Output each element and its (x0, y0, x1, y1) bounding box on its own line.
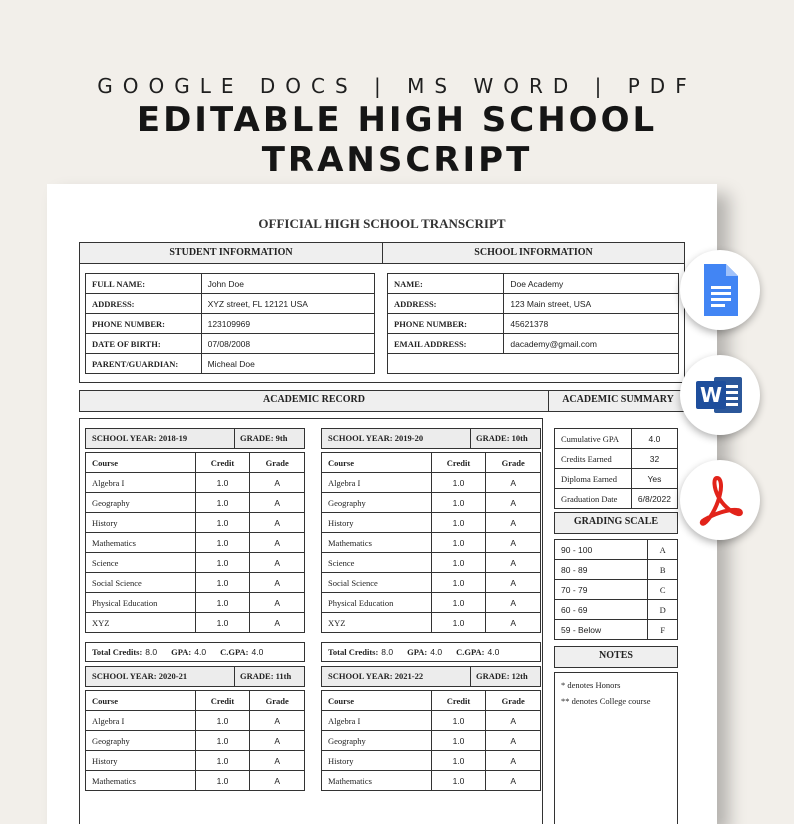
school-empty-row (388, 354, 679, 374)
col-credit-header: Credit (431, 691, 486, 711)
course-row (322, 613, 541, 633)
course-credit[interactable]: 1.0 (431, 731, 486, 751)
summary-row (555, 429, 678, 449)
grading-scale-table (554, 539, 678, 640)
col-course-header: Course (86, 691, 196, 711)
course-grade[interactable]: A (486, 573, 541, 593)
student-label: PHONE NUMBER: (86, 314, 202, 334)
summary-label: Diploma Earned (555, 469, 632, 489)
school-year-label: SCHOOL YEAR: 2019-20 (328, 433, 424, 443)
course-grade[interactable]: A (250, 573, 305, 593)
summary-row (555, 449, 678, 469)
course-row (322, 533, 541, 553)
course-row (86, 613, 305, 633)
summary-label: Graduation Date (555, 489, 632, 509)
course-credit[interactable]: 1.0 (431, 771, 486, 791)
course-name[interactable]: Geography (322, 731, 432, 751)
col-credit-header: Credit (431, 453, 486, 473)
course-name[interactable]: Geography (86, 493, 196, 513)
total-credits-label: Total Credits: (92, 647, 143, 657)
grading-scale-row (555, 540, 678, 560)
course-name[interactable]: Algebra I (86, 473, 196, 493)
summary-row (555, 489, 678, 509)
course-name[interactable]: Geography (86, 731, 196, 751)
gpa-label: GPA: (407, 647, 428, 657)
grading-scale-row (555, 560, 678, 580)
ms-word-icon (680, 355, 760, 435)
school-year-label: SCHOOL YEAR: 2018-19 (92, 433, 188, 443)
course-credit[interactable]: 1.0 (195, 493, 250, 513)
course-table (321, 452, 541, 633)
grading-scale-row (555, 580, 678, 600)
course-name[interactable]: Mathematics (86, 533, 196, 553)
school-year-header (321, 666, 541, 687)
student-row (86, 274, 375, 294)
grade-level-label: GRADE: 12th (476, 671, 528, 681)
course-grade[interactable]: A (250, 751, 305, 771)
summary-value[interactable]: Yes (631, 469, 677, 489)
course-credit[interactable]: 1.0 (195, 553, 250, 573)
course-credit[interactable]: 1.0 (195, 771, 250, 791)
school-row (388, 294, 679, 314)
grade-letter: B (648, 560, 678, 580)
col-credit-header: Credit (195, 453, 250, 473)
course-credit[interactable]: 1.0 (195, 573, 250, 593)
transcript-page (47, 184, 717, 824)
course-name[interactable]: Social Science (322, 573, 432, 593)
course-name[interactable]: Physical Education (86, 593, 196, 613)
course-row (86, 711, 305, 731)
school-value[interactable]: 45621378 (504, 314, 679, 334)
student-row (86, 354, 375, 374)
school-year-header (85, 428, 305, 449)
school-row (388, 274, 679, 294)
cgpa-value[interactable]: 4.0 (487, 647, 500, 657)
banner-subtitle: GOOGLE DOCS | MS WORD | PDF (97, 74, 697, 98)
student-value[interactable]: 07/08/2008 (201, 334, 374, 354)
course-name[interactable]: Social Science (86, 573, 196, 593)
academic-record-header: ACADEMIC RECORD (79, 390, 549, 412)
course-grade[interactable]: A (250, 473, 305, 493)
student-label: ADDRESS: (86, 294, 202, 314)
course-credit[interactable]: 1.0 (431, 593, 486, 613)
course-credit[interactable]: 1.0 (431, 513, 486, 533)
course-grade[interactable]: A (250, 593, 305, 613)
grading-scale-row (555, 620, 678, 640)
grade-level-label: GRADE: 10th (476, 433, 528, 443)
grade-range: 70 - 79 (555, 580, 648, 600)
notes-box (554, 672, 678, 824)
school-label: EMAIL ADDRESS: (388, 334, 504, 354)
course-grade[interactable]: A (486, 613, 541, 633)
academic-summary-header: ACADEMIC SUMMARY (548, 390, 688, 412)
header-divider (234, 428, 235, 449)
course-name[interactable]: Algebra I (86, 711, 196, 731)
total-credits-label: Total Credits: (328, 647, 379, 657)
course-credit[interactable]: 1.0 (195, 533, 250, 553)
course-name[interactable]: Algebra I (322, 473, 432, 493)
school-label: PHONE NUMBER: (388, 314, 504, 334)
cgpa-label: C.GPA: (220, 647, 249, 657)
student-value[interactable]: Micheal Doe (201, 354, 374, 374)
course-credit[interactable]: 1.0 (431, 493, 486, 513)
course-row (322, 771, 541, 791)
grade-range: 90 - 100 (555, 540, 648, 560)
course-grade[interactable]: A (486, 593, 541, 613)
course-credit[interactable]: 1.0 (195, 513, 250, 533)
pdf-icon (680, 460, 760, 540)
course-name[interactable]: Science (86, 553, 196, 573)
total-credits-value[interactable]: 8.0 (381, 647, 394, 657)
school-value[interactable]: 123 Main street, USA (504, 294, 679, 314)
grade-range: 60 - 69 (555, 600, 648, 620)
col-course-header: Course (86, 453, 196, 473)
col-grade-header: Grade (486, 453, 541, 473)
school-info-table (387, 273, 679, 374)
course-row (322, 473, 541, 493)
course-name[interactable]: Physical Education (322, 593, 432, 613)
course-table (85, 452, 305, 633)
course-row (86, 751, 305, 771)
course-grade[interactable]: A (250, 771, 305, 791)
col-credit-header: Credit (195, 691, 250, 711)
course-row (86, 771, 305, 791)
course-row (86, 593, 305, 613)
col-grade-header: Grade (250, 453, 305, 473)
course-grade[interactable]: A (250, 553, 305, 573)
school-info-header: SCHOOL INFORMATION (382, 242, 685, 264)
student-row (86, 294, 375, 314)
gpa-value[interactable]: 4.0 (194, 647, 207, 657)
course-table-header (322, 453, 541, 473)
course-row (322, 751, 541, 771)
document-title: OFFICIAL HIGH SCHOOL TRANSCRIPT (258, 216, 506, 231)
course-name[interactable]: XYZ (322, 613, 432, 633)
grade-letter: D (648, 600, 678, 620)
year-totals (85, 642, 305, 662)
grade-range: 80 - 89 (555, 560, 648, 580)
course-name[interactable]: History (86, 751, 196, 771)
course-credit[interactable]: 1.0 (195, 751, 250, 771)
col-course-header: Course (322, 453, 432, 473)
school-value[interactable]: Doe Academy (504, 274, 679, 294)
course-table-header (86, 691, 305, 711)
header-divider (470, 666, 471, 687)
course-row (86, 493, 305, 513)
col-course-header: Course (322, 691, 432, 711)
notes-header: NOTES (554, 646, 678, 668)
summary-value[interactable]: 6/8/2022 (631, 489, 677, 509)
course-credit[interactable]: 1.0 (431, 573, 486, 593)
course-grade[interactable]: A (250, 731, 305, 751)
course-grade[interactable]: A (486, 553, 541, 573)
course-credit[interactable]: 1.0 (431, 473, 486, 493)
school-label: ADDRESS: (388, 294, 504, 314)
summary-value[interactable]: 4.0 (631, 429, 677, 449)
total-credits-value[interactable]: 8.0 (145, 647, 158, 657)
summary-value[interactable]: 32 (631, 449, 677, 469)
school-row (388, 314, 679, 334)
grade-range: 59 - Below (555, 620, 648, 640)
course-table-header (322, 691, 541, 711)
course-row (322, 493, 541, 513)
svg-text:W: W (699, 383, 723, 407)
course-row (322, 553, 541, 573)
note-college: ** denotes College course (561, 696, 651, 706)
year-totals (321, 642, 541, 662)
course-grade[interactable]: A (486, 533, 541, 553)
course-name[interactable]: XYZ (86, 613, 196, 633)
academic-summary-table (554, 428, 678, 509)
course-grade[interactable]: A (250, 533, 305, 553)
student-value[interactable]: XYZ street, FL 12121 USA (201, 294, 374, 314)
grade-letter: A (648, 540, 678, 560)
grading-scale-header: GRADING SCALE (554, 512, 678, 534)
course-grade[interactable]: A (486, 751, 541, 771)
summary-label: Credits Earned (555, 449, 632, 469)
course-name[interactable]: Mathematics (322, 771, 432, 791)
note-honors: * denotes Honors (561, 680, 621, 690)
student-value[interactable]: John Doe (201, 274, 374, 294)
grading-scale-row (555, 600, 678, 620)
cgpa-label: C.GPA: (456, 647, 485, 657)
course-grade[interactable]: A (250, 513, 305, 533)
course-row (322, 513, 541, 533)
grade-letter: C (648, 580, 678, 600)
course-credit[interactable]: 1.0 (431, 533, 486, 553)
course-grade[interactable]: A (486, 711, 541, 731)
student-label: FULL NAME: (86, 274, 202, 294)
course-grade[interactable]: A (486, 731, 541, 751)
col-grade-header: Grade (250, 691, 305, 711)
course-row (86, 731, 305, 751)
col-grade-header: Grade (486, 691, 541, 711)
school-label: NAME: (388, 274, 504, 294)
course-credit[interactable]: 1.0 (431, 711, 486, 731)
student-info-header: STUDENT INFORMATION (79, 242, 383, 264)
student-label: PARENT/GUARDIAN: (86, 354, 202, 374)
course-table (85, 690, 305, 791)
course-name[interactable]: Algebra I (322, 711, 432, 731)
course-row (322, 593, 541, 613)
course-credit[interactable]: 1.0 (195, 473, 250, 493)
summary-row (555, 469, 678, 489)
student-label: DATE OF BIRTH: (86, 334, 202, 354)
course-name[interactable]: Mathematics (322, 533, 432, 553)
course-credit[interactable]: 1.0 (431, 751, 486, 771)
student-value[interactable]: 123109969 (201, 314, 374, 334)
student-row (86, 334, 375, 354)
course-credit[interactable]: 1.0 (431, 553, 486, 573)
course-row (86, 473, 305, 493)
school-year-label: SCHOOL YEAR: 2020-21 (92, 671, 188, 681)
course-name[interactable]: History (322, 513, 432, 533)
grade-level-label: GRADE: 11th (240, 671, 292, 681)
summary-label: Cumulative GPA (555, 429, 632, 449)
header-divider (470, 428, 471, 449)
course-credit[interactable]: 1.0 (195, 613, 250, 633)
course-name[interactable]: Geography (322, 493, 432, 513)
student-info-table (85, 273, 375, 374)
course-credit[interactable]: 1.0 (195, 731, 250, 751)
course-name[interactable]: Science (322, 553, 432, 573)
course-grade[interactable]: A (486, 771, 541, 791)
course-grade[interactable]: A (486, 513, 541, 533)
course-grade[interactable]: A (250, 613, 305, 633)
course-table (321, 690, 541, 791)
course-name[interactable]: History (86, 513, 196, 533)
banner-title: EDITABLE HIGH SCHOOL TRANSCRIPT (136, 100, 658, 180)
course-grade[interactable]: A (250, 493, 305, 513)
school-row (388, 334, 679, 354)
course-table-header (86, 453, 305, 473)
gpa-label: GPA: (171, 647, 192, 657)
gpa-value[interactable]: 4.0 (430, 647, 443, 657)
course-credit[interactable]: 1.0 (431, 613, 486, 633)
school-value[interactable]: dacademy@gmail.com (504, 334, 679, 354)
google-docs-icon (680, 250, 760, 330)
course-credit[interactable]: 1.0 (195, 593, 250, 613)
course-grade[interactable]: A (250, 711, 305, 731)
course-row (86, 533, 305, 553)
course-row (322, 573, 541, 593)
school-year-label: SCHOOL YEAR: 2021-22 (328, 671, 424, 681)
course-row (86, 573, 305, 593)
student-row (86, 314, 375, 334)
cgpa-value[interactable]: 4.0 (251, 647, 264, 657)
grade-level-label: GRADE: 9th (240, 433, 288, 443)
course-row (322, 731, 541, 751)
school-year-header (321, 428, 541, 449)
course-row (86, 553, 305, 573)
grade-letter: F (648, 620, 678, 640)
header-divider (234, 666, 235, 687)
course-grade[interactable]: A (486, 493, 541, 513)
course-row (322, 711, 541, 731)
course-row (86, 513, 305, 533)
course-name[interactable]: Mathematics (86, 771, 196, 791)
course-name[interactable]: History (322, 751, 432, 771)
school-year-header (85, 666, 305, 687)
course-credit[interactable]: 1.0 (195, 711, 250, 731)
course-grade[interactable]: A (486, 473, 541, 493)
